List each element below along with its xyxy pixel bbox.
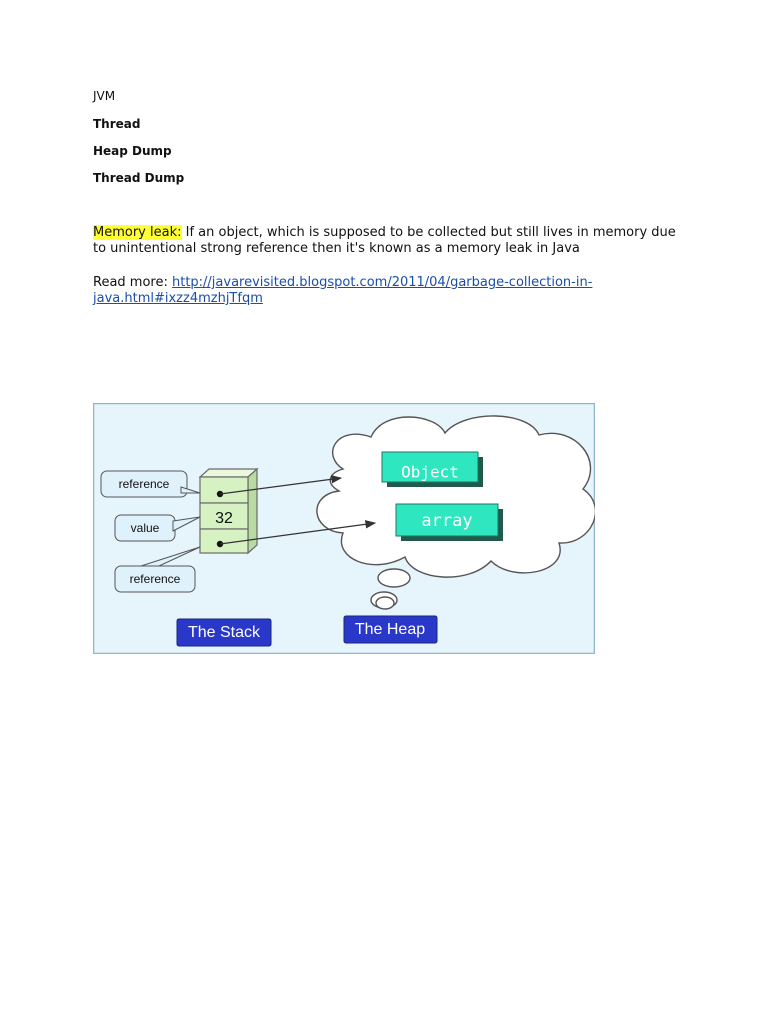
stack-cell-reference-top — [200, 477, 248, 503]
heap-object-box — [382, 452, 483, 487]
heap-array-label: array — [421, 511, 473, 531]
caption-the-heap-label: The Heap — [354, 621, 426, 639]
stack-value: 32 — [215, 510, 233, 527]
callout-value-label: value — [130, 521, 160, 535]
callout-reference-top-label: reference — [118, 477, 170, 491]
callout-reference-top — [101, 471, 200, 497]
caption-the-stack-label: The Stack — [187, 624, 261, 642]
heap-array-box — [396, 504, 503, 541]
heading-jvm: JVM — [93, 89, 116, 103]
memory-leak-definition: If an object, which is supposed to be collected but still lives in memory due to unintentional strong reference then it's known as a memory leak in Java — [93, 225, 676, 256]
heading-thread: Thread — [93, 117, 141, 131]
read-more-label: Read more: — [93, 275, 172, 290]
caption-the-stack — [177, 619, 271, 646]
heading-heap-dump: Heap Dump — [93, 144, 172, 158]
read-more-link[interactable]: http://javarevisited.blogspot.com/2011/04/garbage-collection-in-java.html#ixzz4mzhjTfqm — [93, 275, 593, 306]
caption-the-heap — [344, 616, 437, 643]
heading-thread-dump: Thread Dump — [93, 171, 185, 185]
read-more-paragraph — [93, 275, 683, 307]
heap-object-label: Object — [401, 462, 459, 482]
memory-leak-term: Memory leak: — [93, 225, 182, 240]
stack-heap-diagram — [93, 403, 595, 654]
callout-reference-bottom-label: reference — [129, 572, 181, 586]
memory-leak-paragraph — [93, 225, 683, 257]
